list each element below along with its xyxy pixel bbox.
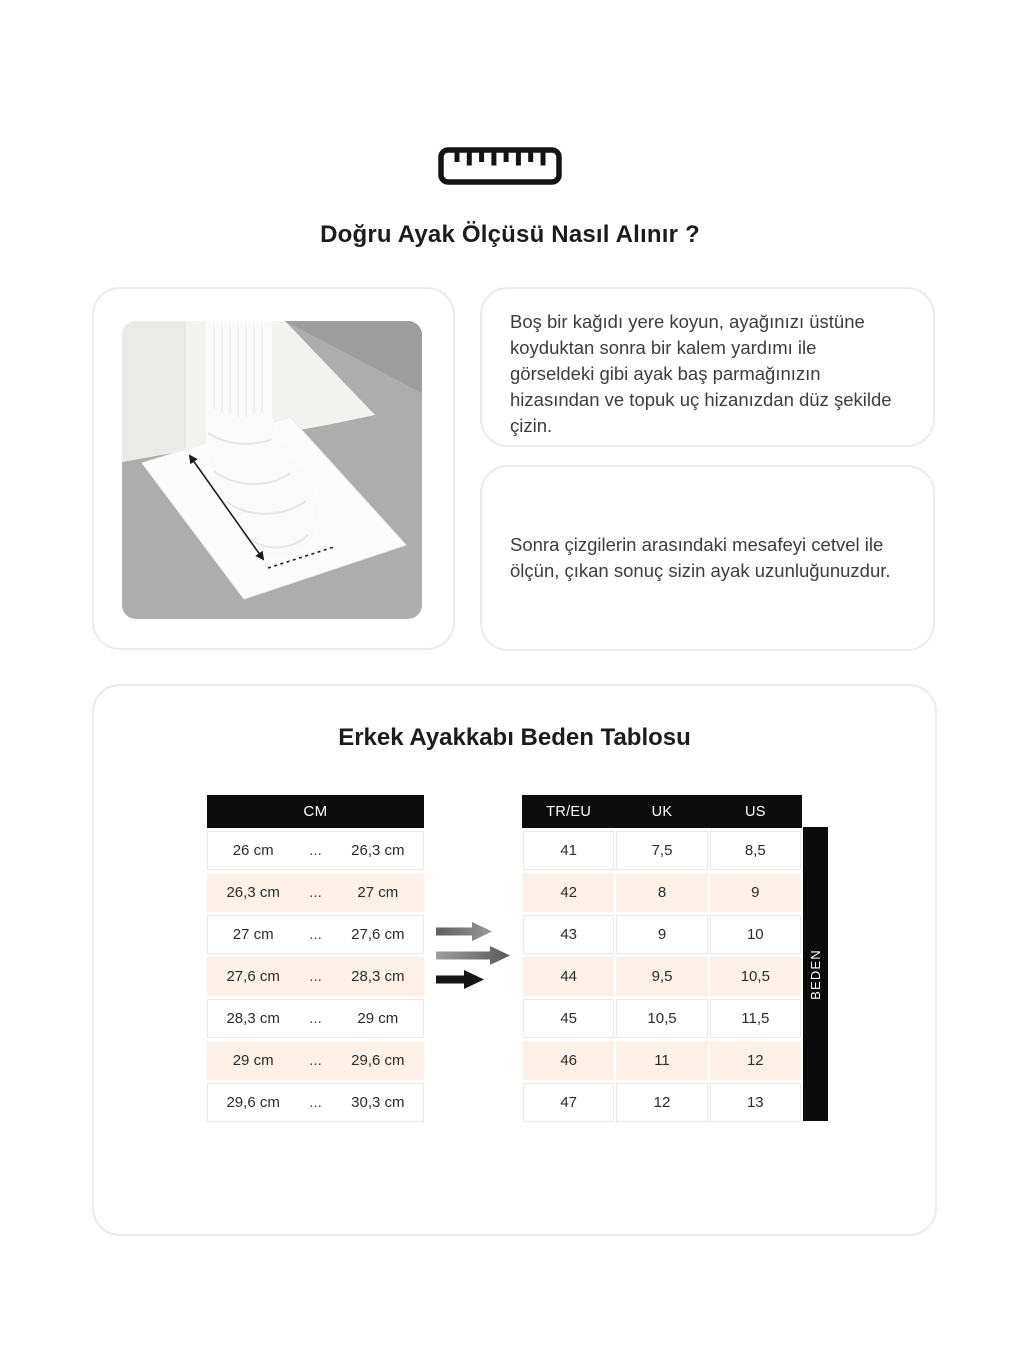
size-cell: 46 [523,1041,614,1080]
cm-table-body [207,831,424,1122]
instruction-step-2: Sonra çizgilerin arasındaki mesafeyi cetvel ile ölçün, çıkan sonuç sizin ayak uzunluğunuzdur. [510,534,891,581]
cm-table-row [207,957,424,996]
cm-cell: 30,3 cm [351,1094,405,1111]
cm-cell: 27,6 cm [351,926,405,943]
page-title: Doğru Ayak Ölçüsü Nasıl Alınır ? [320,221,700,248]
size-cell: 43 [523,915,614,954]
cm-cell: ... [309,926,322,943]
header-us: US [744,803,766,820]
cm-cell: 29 cm [232,1052,274,1069]
cm-table-header: CM [207,795,424,828]
size-table-row [522,957,802,996]
size-cell: 9 [710,873,801,912]
size-cell: 42 [523,873,614,912]
cm-cell: 28,3 cm [351,968,405,985]
conversion-arrows-icon [434,915,524,993]
size-conversion-table [522,795,802,1122]
cm-table-row [207,999,424,1038]
cm-cell: ... [309,884,322,901]
size-table-row [522,831,802,870]
size-cell: 12 [710,1041,801,1080]
cm-cell: ... [309,1094,322,1111]
cm-cell: 27 cm [232,926,274,943]
instruction-card-2 [480,465,935,651]
size-cell: 47 [523,1083,614,1122]
size-cell: 8,5 [710,831,801,870]
size-cell: 45 [523,999,614,1038]
header-tr-eu: TR/EU [546,803,592,820]
size-table-body [522,831,802,1122]
cm-cell: 29,6 cm [226,1094,280,1111]
cm-cell: ... [309,1010,322,1027]
header-uk: UK [651,803,673,820]
cm-cell: 27 cm [357,884,399,901]
ruler-icon [437,146,563,186]
size-cell: 8 [616,873,707,912]
size-table-title: Erkek Ayakkabı Beden Tablosu [338,724,691,751]
cm-cell: ... [309,1052,322,1069]
cm-table-row [207,915,424,954]
size-table-row [522,915,802,954]
foot-measurement-photo [122,321,422,619]
cm-table-row [207,873,424,912]
size-cell: 10,5 [616,999,707,1038]
size-table-row [522,873,802,912]
size-cell: 12 [616,1083,707,1122]
instruction-card-1 [480,287,935,447]
size-cell: 9,5 [616,957,707,996]
size-table-card [92,684,937,1236]
cm-cell: ... [309,842,322,859]
cm-cell: 26 cm [232,842,274,859]
cm-cell: 28,3 cm [226,1010,280,1027]
cm-cell: 29,6 cm [351,1052,405,1069]
beden-side-label: BEDEN [803,827,828,1121]
size-table-header-row [522,795,802,828]
size-cell: 13 [710,1083,801,1122]
size-cell: 10,5 [710,957,801,996]
cm-cell: 26,3 cm [351,842,405,859]
cm-table-row [207,831,424,870]
size-table-row [522,1083,802,1122]
size-cell: 10 [710,915,801,954]
size-cell: 11,5 [710,999,801,1038]
size-table-row [522,1041,802,1080]
cm-cell: 29 cm [357,1010,399,1027]
cm-table [207,795,424,1122]
size-cell: 41 [523,831,614,870]
cm-table-row [207,1041,424,1080]
size-cell: 7,5 [616,831,707,870]
size-cell: 9 [616,915,707,954]
instruction-step-1: Boş bir kağıdı yere koyun, ayağınızı üstüne koyduktan sonra bir kalem yardımı ile görseldeki gibi ayak baş parmağınızın hizasından ve topuk uç hizanızdan düz şekilde çizin. [510,311,892,436]
cm-cell: 26,3 cm [226,884,280,901]
foot-measurement-image-card [92,287,455,650]
size-table-row [522,999,802,1038]
cm-cell: ... [309,968,322,985]
size-cell: 44 [523,957,614,996]
cm-cell: 27,6 cm [226,968,280,985]
size-cell: 11 [616,1041,707,1080]
cm-table-row [207,1083,424,1122]
